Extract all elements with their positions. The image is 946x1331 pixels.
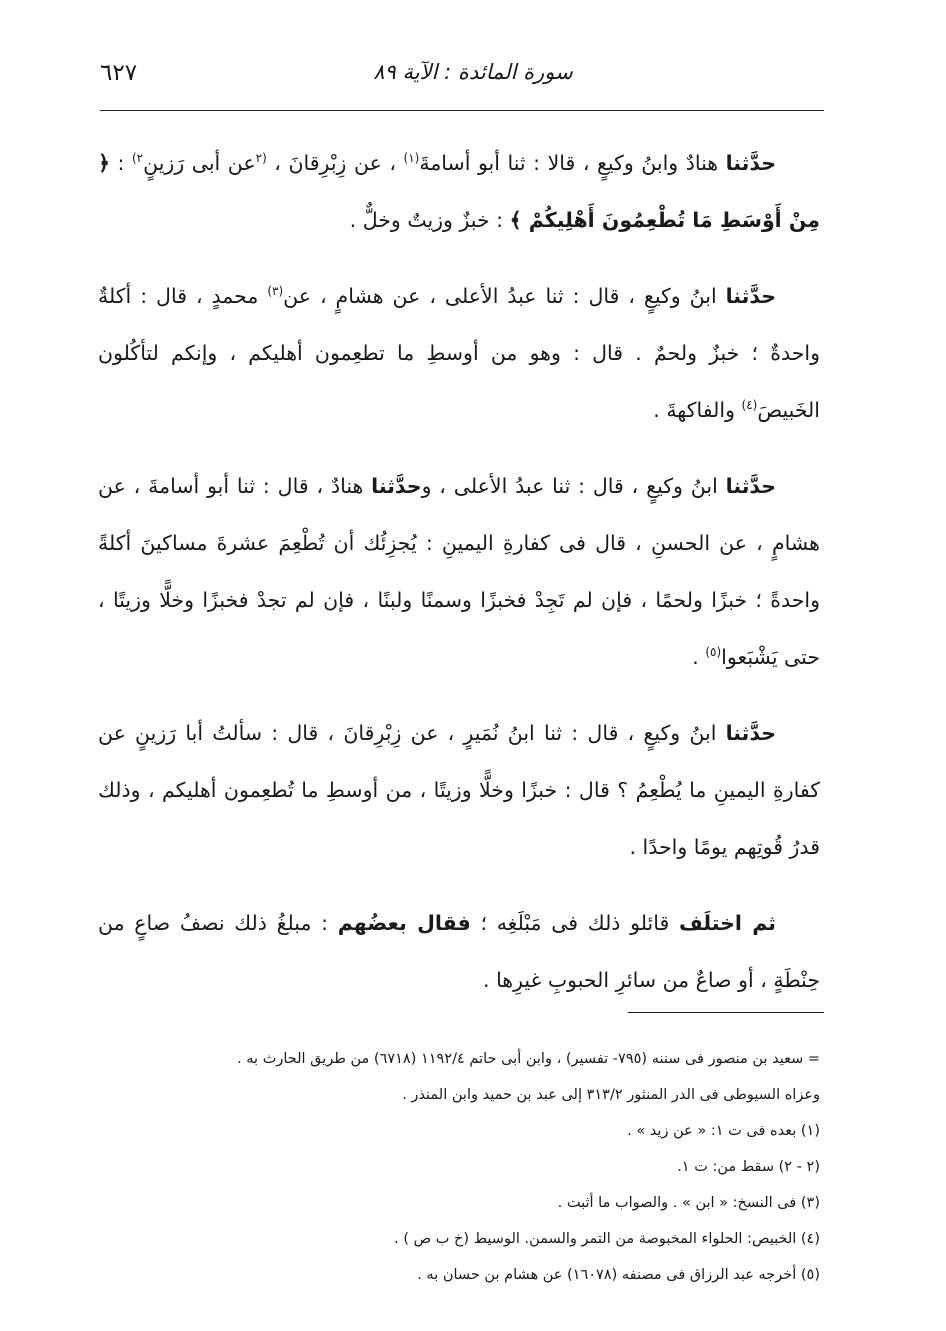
- lead-word: حدَّثنا: [725, 474, 777, 498]
- text-run: والفاكهةَ .: [653, 398, 742, 422]
- paragraph: [98, 458, 820, 686]
- lead-word: حدَّثنا: [725, 721, 776, 745]
- footnote-marker: ٢): [131, 151, 144, 166]
- paragraph: [98, 135, 820, 249]
- text-run: هنادٌ وابنُ وكيعٍ ، قالا : ثنا أبو أسامةَ: [419, 151, 726, 175]
- text-run: ، عن زِبْرِقانَ ،: [266, 151, 404, 175]
- text-run: : مبلغُ ذلك نصفُ صاعٍ من حِنْطَةٍ ، أو صاعٌ من سائرِ الحبوبِ غيرِها .: [98, 911, 820, 992]
- text-run: عن أبى رَزينٍ: [143, 151, 256, 175]
- footnote: = سعيد بن منصور فى سننه (٧٩٥- تفسير) ، وابن أبى حاتم ١١٩٢/٤ (٦٧١٨) من طريق الحارث به .: [237, 1051, 820, 1067]
- text-run: ابنُ وكيعٍ ، قال : ثنا عبدُ الأعلى ، عن هشامٍ ، عن: [283, 284, 726, 308]
- footnote-marker: (٤): [741, 398, 758, 413]
- footnote-marker: (٢: [255, 151, 267, 166]
- footnote-marker: (٣): [267, 284, 284, 299]
- lead-word: حدَّثنا: [725, 284, 776, 308]
- footnote: (٥) أخرجه عبد الرزاق فى مصنفه (١٦٠٧٨) عن هشام بن حسان به .: [417, 1267, 820, 1283]
- text-run: :: [110, 151, 132, 175]
- lead-word: فقال بعضُهم: [337, 911, 471, 935]
- footnotes: [98, 1041, 820, 1293]
- footnote: (١) بعده فى ت ١: « عن زيد » .: [627, 1123, 820, 1139]
- footnote: (٣) فى النسخ: « ابن » . والصواب ما أثبت .: [557, 1195, 820, 1211]
- paragraph: [98, 705, 820, 876]
- footnote: (٢ - ٢) سقط من: ت ١.: [677, 1159, 820, 1175]
- header-rule: [100, 110, 824, 111]
- text-run: .: [692, 645, 706, 669]
- text-run: : خبزٌ وزيتٌ وخلٌّ .: [349, 208, 510, 232]
- main-text: [98, 135, 820, 1009]
- footnote: وعزاه السيوطى فى الدر المنثور ٣١٣/٢ إلى عبد بن حميد وابن المنذر .: [402, 1087, 820, 1103]
- text-run: ابنُ وكيعٍ ، قال : ثنا ابنُ نُمَيرٍ ، عن زِبْرِقانَ ، قال : سألتُ أبا رَزينٍ عن كفارةِ اليمينِ ما يُطْعِمُ ؟ قال : خبزًا وخلًّا وزيتًا ، من أوسطِ ما تُطعِمون أهليكم ، وذلك قدرُ قُوتِهم يومًا واحدًا .: [98, 721, 820, 859]
- footnote-marker: (٥): [705, 645, 722, 660]
- paragraph: [98, 895, 820, 1009]
- footnote: (٤) الخبيص: الحلواء المخبوصة من التمر والسمن. الوسيط (خ ب ص ) .: [394, 1231, 820, 1247]
- text-run: محمدٍ ، قال : أكلةٌ واحدةٌ ؛ خبزٌ ولحمٌ . قال : وهو من أوسطِ ما تطعِمون أهليكم ، وإنكم لتأكُلون الخَبيصَ: [98, 284, 820, 422]
- running-header: سورة المائدة : الآية ٨٩: [373, 60, 573, 84]
- quran-quote: ﴿ مِنْ أَوْسَطِ مَا تُطْعِمُونَ أَهْلِيكُمْ ﴾: [98, 151, 820, 232]
- lead-word: ثم اختلَف: [678, 911, 776, 935]
- footnote-marker: (١): [403, 151, 420, 166]
- footnote-separator: [628, 1012, 824, 1013]
- lead-word: حدَّثنا: [725, 151, 776, 175]
- text-run: ابنُ وكيعٍ ، قال : ثنا عبدُ الأعلى ، و: [421, 474, 726, 498]
- text-run: هنادٌ ، قال : ثنا أبو أسامةَ ، عن هشامٍ ، عن الحسنِ ، قال فى كفارةِ اليمينِ : يُجزِئُك أن تُطْعِمَ عشرةَ مساكينَ أكلةً واحدةً ؛ خبزًا ولحمًا ، فإن لم تَجِدْ فخبزًا وسمنًا ولبنًا ، فإن لم تجدْ فخبزًا وخلًّا وزيتًا ، حتى يَشْبَعوا: [98, 474, 820, 669]
- paragraph: [98, 268, 820, 439]
- text-run: قائلو ذلك فى مَبْلَغِه ؛: [470, 911, 679, 935]
- page-number: ٦٢٧: [100, 60, 138, 86]
- lead-word: حدَّثنا: [371, 474, 422, 498]
